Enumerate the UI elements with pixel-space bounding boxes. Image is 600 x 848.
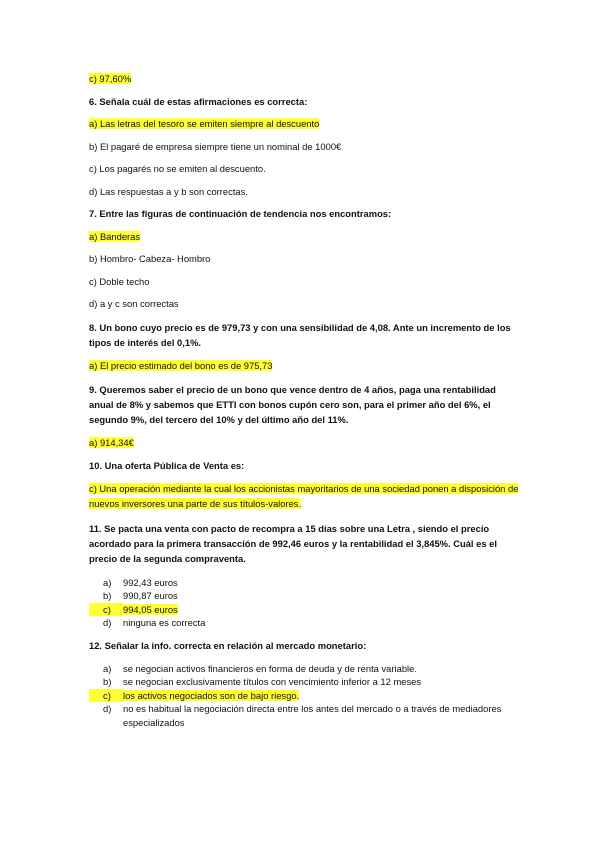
q11-option-d: d) ninguna es correcta — [103, 617, 206, 628]
q12-option-a: a) se negocian activos financieros en forma de deuda y de renta variable. — [103, 662, 417, 674]
q11-options-list — [89, 576, 519, 630]
q7-question: 7. Entre las figuras de continuación de tendencia nos encontramos: — [89, 208, 392, 219]
q10-option-c: c) Una operación mediante la cual los accionistas mayoritarios de una sociedad ponen a disposición de nuevos inversores una parte de sus títulos-valores. — [89, 483, 519, 509]
q12-question: 12. Señalar la info. correcta en relación al mercado monetario: — [89, 640, 367, 651]
q8-question: 8. Un bono cuyo precio es de 979,73 y con una sensibilidad de 4,08. Ante un incremento de los tipos de interés del 0,1%. — [89, 321, 511, 348]
q6-option-c: c) Los pagarés no se emiten al descuento. — [89, 163, 266, 174]
document-page — [89, 66, 519, 729]
q11-question: 11. Se pacta una venta con pacto de recompra a 15 días sobre una Letra , siendo el precio acordado para la primera transacción de 992,46 euros y la rentabilidad el 3,845%. Cuál es el precio de la segunda compraventa. — [89, 522, 497, 564]
q6-question: 6. Señala cuál de estas afirmaciones es correcta: — [89, 95, 308, 107]
q7-option-d: d) a y c son correctas — [89, 298, 179, 309]
q6-option-d: d) Las respuestas a y b son correctas. — [89, 185, 248, 197]
q8-option-a: a) El precio estimado del bono es de 975,73 — [89, 360, 273, 371]
q12-option-b: b) se negocian exclusivamente títulos con vencimiento inferior a 12 meses — [103, 676, 422, 687]
q6-option-a: a) Las letras del tesoro se emiten siempre al descuento — [89, 118, 320, 129]
q9-option-a: a) 914,34€ — [89, 437, 134, 448]
q11-option-b: b) 990,87 euros — [103, 590, 178, 601]
q12-options-list — [89, 662, 519, 730]
q7-option-c: c) Doble techo — [89, 275, 150, 287]
q11-option-c: c) 994,05 euros — [89, 603, 519, 617]
q6-option-b: b) El pagaré de empresa siempre tiene un nominal de 1000€ — [89, 140, 342, 152]
q7-option-a: a) Banderas — [89, 230, 141, 242]
q7-option-b: b) Hombro- Cabeza- Hombro — [89, 253, 211, 264]
q5-answer: c) 97,60% — [89, 73, 132, 84]
q9-question: 9. Queremos saber el precio de un bono que vence dentro de 4 años, paga una rentabilidad anual de 8% y sabemos que ETTI con bonos cupón cero son, para el primer año del 6%, el segundo 9%, del tercero del 10% y del último año del 11%. — [89, 383, 496, 425]
q10-question: 10. Una oferta Pública de Venta es: — [89, 459, 245, 471]
q11-option-a: a) 992,43 euros — [103, 576, 178, 588]
q12-option-c: c) los activos negociados son de bajo riesgo. — [89, 689, 519, 703]
q12-option-d: d) no es habitual la negociación directa entre los antes del mercado o a través de mediadores especializados — [103, 703, 502, 728]
